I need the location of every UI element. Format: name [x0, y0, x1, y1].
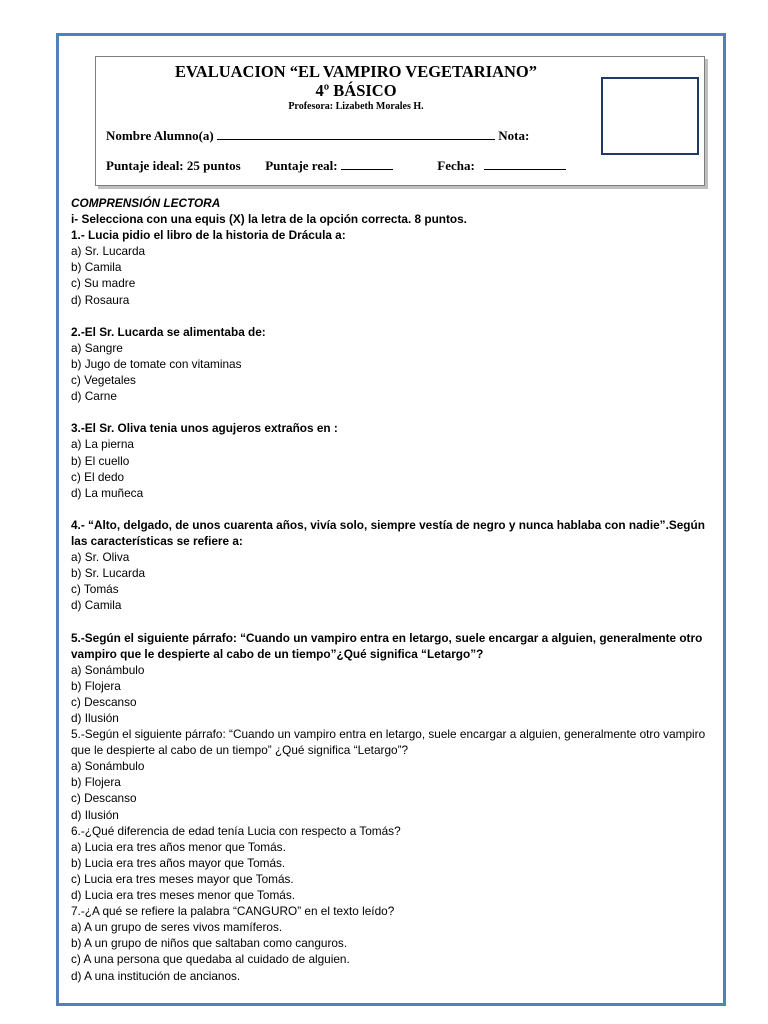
- option[interactable]: a) Sonámbulo: [71, 662, 145, 677]
- question-2: 2.-El Sr. Lucarda se alimentaba de:: [71, 324, 266, 339]
- option[interactable]: a) Sonámbulo: [71, 759, 145, 774]
- question-7: 7.-¿A qué se refiere la palabra “CANGURO” en el texto leído?: [71, 904, 395, 919]
- section-title: COMPRENSIÓN LECTORA: [71, 196, 221, 210]
- date-field[interactable]: [484, 157, 566, 170]
- option[interactable]: c) Tomás: [71, 582, 119, 597]
- grade-level: 4º BÁSICO: [315, 81, 397, 100]
- option[interactable]: d) Lucia era tres meses menor que Tomás.: [71, 888, 296, 903]
- option[interactable]: b) Lucia era tres años mayor que Tomás.: [71, 855, 286, 870]
- option[interactable]: d) La muñeca: [71, 485, 144, 500]
- option[interactable]: b) A un grupo de niños que saltaban como canguros.: [71, 936, 348, 951]
- option[interactable]: d) Rosaura: [71, 292, 130, 307]
- teacher-name: Profesora: Lizabeth Morales H.: [288, 101, 424, 112]
- header-box: [95, 56, 705, 186]
- option[interactable]: d) Carne: [71, 389, 117, 404]
- exam-title: EVALUACION “EL VAMPIRO VEGETARIANO”: [174, 62, 537, 81]
- option[interactable]: c) Vegetales: [71, 373, 136, 388]
- option[interactable]: b) Flojera: [71, 678, 121, 693]
- question-3: 3.-El Sr. Oliva tenia unos agujeros extraños en :: [71, 421, 338, 436]
- real-score-label: Puntaje real:: [265, 158, 338, 173]
- ideal-score: Puntaje ideal: 25 puntos: [106, 158, 241, 173]
- option[interactable]: c) Su madre: [71, 276, 136, 291]
- date-label: Fecha:: [437, 158, 475, 173]
- question-5-repeat: 5.-Según el siguiente párrafo: “Cuando un vampiro entra en letargo, suele encargar a alguien, generalmente otro vampiro que le despierte al cabo de un tiempo” ¿Qué significa “Letargo”?: [71, 727, 706, 758]
- option[interactable]: d) Ilusión: [71, 807, 119, 822]
- questions-section: [71, 195, 711, 984]
- grade-box[interactable]: [601, 77, 699, 155]
- option[interactable]: c) Descanso: [71, 694, 137, 709]
- option[interactable]: a) Lucia era tres años menor que Tomás.: [71, 839, 286, 854]
- option[interactable]: c) A una persona que quedaba al cuidado de alguien.: [71, 952, 350, 967]
- option[interactable]: a) Sangre: [71, 340, 123, 355]
- option[interactable]: d) A una institución de ancianos.: [71, 968, 241, 983]
- option[interactable]: b) Flojera: [71, 775, 121, 790]
- student-name-field[interactable]: [217, 127, 495, 140]
- score-row: [106, 157, 566, 174]
- option[interactable]: d) Ilusión: [71, 711, 119, 725]
- option[interactable]: c) Lucia era tres meses mayor que Tomás.: [71, 871, 294, 886]
- option[interactable]: b) Camila: [71, 260, 122, 275]
- real-score-field[interactable]: [341, 157, 393, 170]
- question-6: 6.-¿Qué diferencia de edad tenía Lucia con respecto a Tomás?: [71, 823, 401, 838]
- question-5: 5.-Según el siguiente párrafo: “Cuando un vampiro entra en letargo, suele encargar a alguien, generalmente otro vampiro que le despierte al cabo de un tiempo”¿Qué significa “Letargo”?: [71, 630, 703, 661]
- student-name-label: Nombre Alumno(a): [106, 128, 214, 143]
- option[interactable]: b) El cuello: [71, 453, 130, 468]
- option[interactable]: a) La pierna: [71, 437, 134, 452]
- question-4: 4.- “Alto, delgado, de unos cuarenta años, vivía solo, siempre vestía de negro y nunca hablaba con nadie”.Según las características se refiere a:: [71, 517, 705, 548]
- grade-label: Nota:: [498, 128, 530, 143]
- option[interactable]: a) Sr. Lucarda: [71, 244, 146, 259]
- student-row: [106, 127, 529, 144]
- option[interactable]: b) Sr. Lucarda: [71, 566, 146, 581]
- instruction: i- Selecciona con una equis (X) la letra de la opción correcta. 8 puntos.: [71, 212, 467, 227]
- option[interactable]: c) Descanso: [71, 791, 137, 806]
- option[interactable]: a) Sr. Oliva: [71, 550, 130, 565]
- question-1: 1.- Lucia pidio el libro de la historia de Drácula a:: [71, 228, 346, 243]
- option[interactable]: d) Camila: [71, 598, 122, 613]
- option[interactable]: c) El dedo: [71, 469, 125, 484]
- option[interactable]: a) A un grupo de seres vivos mamíferos.: [71, 920, 283, 935]
- option[interactable]: b) Jugo de tomate con vitaminas: [71, 356, 242, 371]
